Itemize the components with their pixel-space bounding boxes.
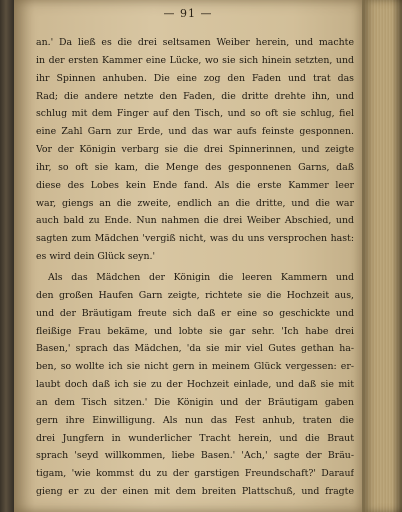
text-line: an.' Da ließ es die drei seltsamen Weiber herein, und machte bbox=[36, 37, 354, 48]
page-stack-edge bbox=[362, 0, 402, 512]
text-line: laubt doch daß ich sie zu der Hochzeit einlade, und daß sie mit bbox=[36, 379, 354, 391]
text-line: Vor der Königin verbarg sie die drei Spinnerinnen, und zeigte bbox=[36, 144, 354, 156]
text-line: sprach 'seyd willkommen, liebe Basen.' 'Ach,' sagte der Bräu- bbox=[36, 450, 354, 462]
text-line: tigam, 'wie kommst du zu der garstigen Freundschaft?' Darauf bbox=[36, 468, 354, 480]
page-number: — 91 — bbox=[163, 7, 213, 20]
text-line: diese des Lobes kein Ende fand. Als die erste Kammer leer bbox=[36, 179, 354, 191]
text-line: und der Bräutigam freute sich daß er eine so geschickte und bbox=[36, 307, 354, 319]
text-line: den großen Haufen Garn zeigte, richtete sie die Hochzeit aus, bbox=[36, 289, 354, 301]
text-line: ihr Spinnen anhuben. Die eine zog den Faden und trat das bbox=[36, 72, 354, 84]
text-line: Rad; die andere netzte den Faden, die dritte drehte ihn, und bbox=[36, 90, 354, 102]
text-line: ben, so wollte ich sie nicht gern in meinem Glück vergessen: er- bbox=[36, 361, 354, 373]
text-line: Basen,' sprach das Mädchen, 'da sie mir viel Gutes gethan ha- bbox=[36, 343, 354, 355]
text-line: an dem Tisch sitzen.' Die Königin und der Bräutigam gaben bbox=[36, 396, 354, 408]
text-line: es wird dein Glück seyn.' bbox=[36, 251, 156, 263]
text-line: fleißige Frau bekäme, und lobte sie gar sehr. 'Ich habe drei bbox=[36, 325, 354, 337]
text-line: Als das Mädchen der Königin die leeren Kammern und bbox=[48, 272, 354, 283]
text-line: auch bald zu Ende. Nun nahmen die drei Weiber Abschied, und bbox=[36, 215, 354, 227]
paragraph-1 bbox=[36, 34, 354, 266]
text-line: ihr, so oft sie kam, die Menge des gesponnenen Garns, daß bbox=[36, 161, 354, 173]
text-line: drei Jungfern in wunderlicher Tracht herein, und die Braut bbox=[36, 432, 354, 444]
text-line: gieng er zu der einen mit dem breiten Plattschuß, und fragte bbox=[36, 486, 354, 498]
text-line: schlug mit dem Finger auf den Tisch, und so oft sie schlug, fiel bbox=[36, 108, 354, 120]
book-page bbox=[14, 0, 362, 512]
paragraph-2 bbox=[36, 269, 354, 501]
text-line: sagten zum Mädchen 'vergiß nicht, was du uns versprochen hast: bbox=[36, 233, 354, 245]
text-line: war, giengs an die zweite, endlich an die dritte, und die war bbox=[36, 197, 354, 209]
text-line: eine Zahl Garn zur Erde, und das war aufs feinste gesponnen. bbox=[36, 126, 354, 138]
text-line: in der ersten Kammer eine Lücke, wo sie sich hinein setzten, und bbox=[36, 54, 354, 66]
text-line: gern ihre Einwilligung. Als nun das Fest anhub, traten die bbox=[36, 414, 354, 426]
